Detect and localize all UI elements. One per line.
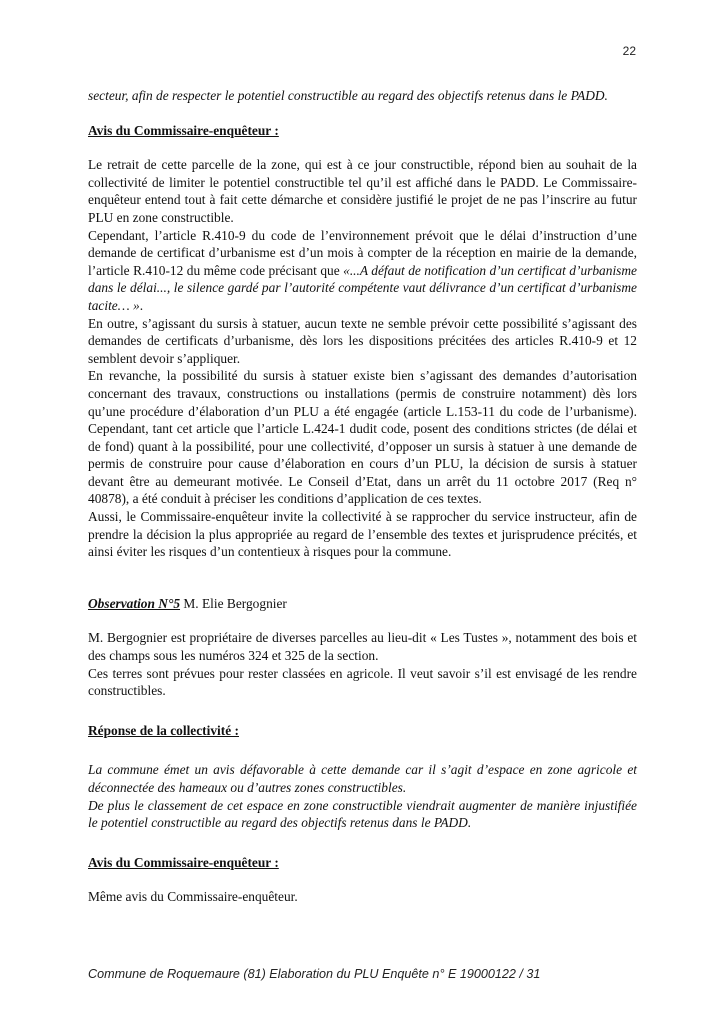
observation-paragraph-2: Ces terres sont prévues pour rester classées en agricole. Il veut savoir s’il est envisagé de les rendre constructibles. (88, 665, 637, 699)
avis1-paragraph-3: En outre, s’agissant du sursis à statuer, aucun texte ne semble prévoir cette possibilité s’agissant des demandes de certificats d’urbanisme, dès lors les dispositions précitées des articles R.410-9 et 12 semblent devoir s’appliquer. (88, 315, 637, 366)
reponse-paragraph-2: De plus le classement de cet espace en zone constructible viendrait augmenter de manière injustifiée le potentiel constructible au regard des objectifs retenus dans le PADD. (88, 797, 637, 831)
page-number: 22 (622, 44, 636, 58)
avis1-paragraph-4: En revanche, la possibilité du sursis à statuer existe bien s’agissant des demandes d’autorisation concernant des travaux, constructions ou installations (permis de construire notamment) dès lors qu’une procédure d’élaboration d’un PLU a été engagée (article L.153-11 du code de l’urbanisme). Cependant, tant cet article que l’article L.424-1 dudit code, posent des conditions strictes (de délai et de fond) quant à la possibilité, pour une collectivité, d’opposer un sursis à statuer à une demande de permis de construire pour cause d’élaboration en cours d’un PLU, la décision de sursis à statuer devant être au demeurant motivée. Le Conseil d’Etat, dans un arrêt du 11 octobre 2017 (Req n° 40878), a été conduit à préciser les conditions d’application de ces textes. (88, 368, 637, 507)
avis1-paragraph-2 (88, 227, 637, 315)
reponse-heading: Réponse de la collectivité : (88, 722, 239, 738)
avis1-paragraph-1: Le retrait de cette parcelle de la zone, qui est à ce jour constructible, répond bien au souhait de la collectivité de limiter le potentiel constructible tel qu’il est affiché dans le PADD. Le Commissaire-enquêteur entend tout à fait cette démarche et considère justifié le projet de ne pas l’inscrire au futur PLU en zone constructible. (88, 157, 637, 225)
avis2-paragraph: Même avis du Commissaire-enquêteur. (88, 889, 298, 905)
avis1-p2-end: . (139, 297, 144, 313)
avis1-p2-text: Cependant, l’article R.410-9 du code de l’environnement prévoit que le délai d’instruction d’une demande de certificat d’urbanisme est d’un mois à compter de la réception en mairie de la demande, l’article R.410-12 du même code précisant que (88, 227, 637, 278)
page-footer: Commune de Roquemaure (81) Elaboration du PLU Enquête n° E 19000122 / 31 (88, 967, 541, 981)
observation-label: Observation N°5 (88, 595, 181, 611)
avis-heading-1: Avis du Commissaire-enquêteur : (88, 122, 279, 138)
observation-title (88, 595, 637, 613)
avis-heading-2: Avis du Commissaire-enquêteur : (88, 854, 279, 870)
reponse-paragraph-1: La commune émet un avis défavorable à cette demande car il s’agit d’espace en zone agricole et déconnectée des hameaux ou d’autres zones constructibles. (88, 762, 637, 795)
avis1-paragraph-5: Aussi, le Commissaire-enquêteur invite la collectivité à se rapprocher du service instructeur, afin de prendre la décision la plus appropriée au regard de l’ensemble des textes et jurisprudence précités, et ainsi éviter les risques d’un contentieux à risques pour la commune. (88, 509, 637, 560)
page-body (88, 87, 637, 906)
observation-paragraph-1: M. Bergognier est propriétaire de diverses parcelles au lieu-dit « Les Tustes », notamment des bois et des champs sous les numéros 324 et 325 de la section. (88, 630, 637, 664)
observation-name: M. Elie Bergognier (180, 595, 287, 611)
avis1-p2-quote: «...A défaut de notification d’un certificat d’urbanisme dans le délai..., le silence gardé par l’autorité compétente vaut délivrance d’un certificat d’urbanisme tacite… » (88, 262, 637, 313)
intro-paragraph: secteur, afin de respecter le potentiel constructible au regard des objectifs retenus dans le PADD. (88, 88, 608, 103)
